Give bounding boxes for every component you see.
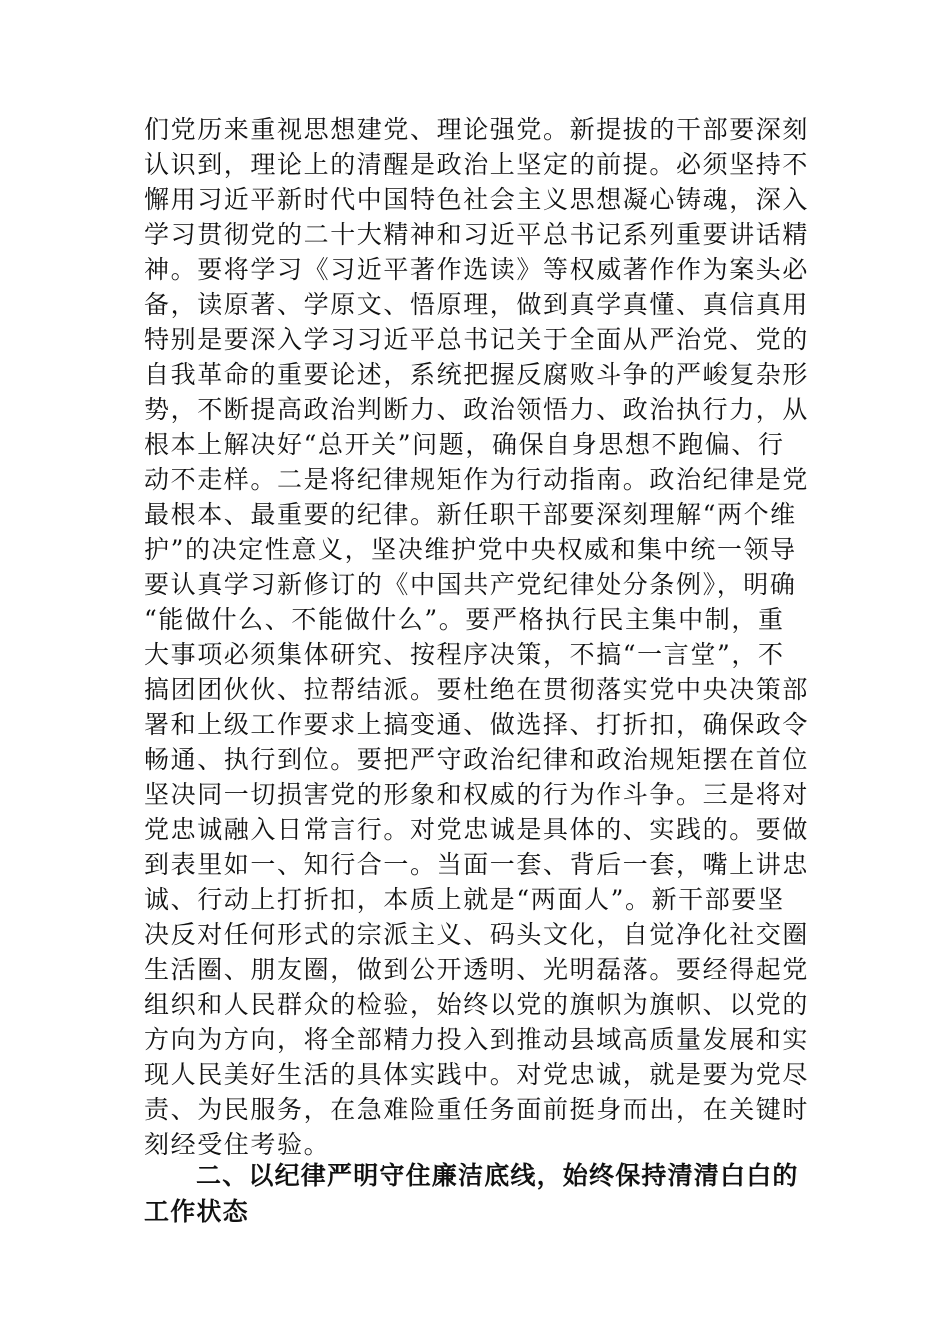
body-line: 最根本、最重要的纪律。新任职干部要深刻理解“两个维 (144, 500, 797, 529)
body-line: 们党历来重视思想建党、理论强党。新提拔的干部要深刻 (144, 115, 810, 144)
body-paragraph (144, 112, 824, 1162)
heading-line: 工作状态 (144, 1197, 249, 1226)
body-line: 畅通、执行到位。要把严守政治纪律和政治规矩摆在首位 (144, 745, 810, 774)
body-line: 学习贯彻党的二十大精神和习近平总书记系列重要讲话精 (144, 220, 810, 249)
body-line: 特别是要深入学习习近平总书记关于全面从严治党、党的 (144, 325, 810, 354)
body-line: 署和上级工作要求上搞变通、做选择、打折扣，确保政令 (144, 710, 810, 739)
body-line: 现人民美好生活的具体实践中。对党忠诚，就是要为党尽 (144, 1060, 810, 1089)
body-line: 自我革命的重要论述，系统把握反腐败斗争的严峻复杂形 (144, 360, 810, 389)
body-line: 搞团团伙伙、拉帮结派。要杜绝在贯彻落实党中央决策部 (144, 675, 810, 704)
body-line: 党忠诚融入日常言行。对党忠诚是具体的、实践的。要做 (144, 815, 810, 844)
body-line: 责、为民服务，在急难险重任务面前挺身而出，在关键时 (144, 1095, 810, 1124)
body-line: 势，不断提高政治判断力、政治领悟力、政治执行力，从 (144, 395, 810, 424)
body-line: 决反对任何形式的宗派主义、码头文化，自觉净化社交圈 (144, 920, 810, 949)
body-line: 备，读原著、学原文、悟原理，做到真学真懂、真信真用 (144, 290, 810, 319)
body-line: 护”的决定性意义，坚决维护党中央权威和集中统一领导 (144, 535, 797, 564)
body-line: 生活圈、朋友圈，做到公开透明、光明磊落。要经得起党 (144, 955, 810, 984)
body-line: 神。要将学习《习近平著作选读》等权威著作作为案头必 (144, 255, 810, 284)
body-line: 坚决同一切损害党的形象和权威的行为作斗争。三是将对 (144, 780, 810, 809)
section-heading (144, 1158, 824, 1230)
body-line: 方向为方向，将全部精力投入到推动县域高质量发展和实 (144, 1025, 810, 1054)
body-line: “能做什么、不能做什么”。要严格执行民主集中制，重 (144, 605, 785, 634)
body-line: 组织和人民群众的检验，始终以党的旗帜为旗帜、以党的 (144, 990, 810, 1019)
heading-line: 二、以纪律严明守住廉洁底线，始终保持清清白白的 (196, 1161, 799, 1190)
body-line: 到表里如一、知行合一。当面一套、背后一套，嘴上讲忠 (144, 850, 810, 879)
body-line: 懈用习近平新时代中国特色社会主义思想凝心铸魂，深入 (144, 185, 810, 214)
body-line: 诚、行动上打折扣，本质上就是“两面人”。新干部要坚 (144, 885, 785, 914)
body-line: 认识到，理论上的清醒是政治上坚定的前提。必须坚持不 (144, 150, 810, 179)
body-line: 动不走样。二是将纪律规矩作为行动指南。政治纪律是党 (144, 465, 810, 494)
body-line: 要认真学习新修订的《中国共产党纪律处分条例》，明确 (144, 570, 797, 599)
body-line: 大事项必须集体研究、按程序决策，不搞“一言堂”，不 (144, 640, 785, 669)
body-line: 根本上解决好“总开关”问题，确保自身思想不跑偏、行 (144, 430, 785, 459)
body-line: 刻经受住考验。 (144, 1130, 331, 1159)
